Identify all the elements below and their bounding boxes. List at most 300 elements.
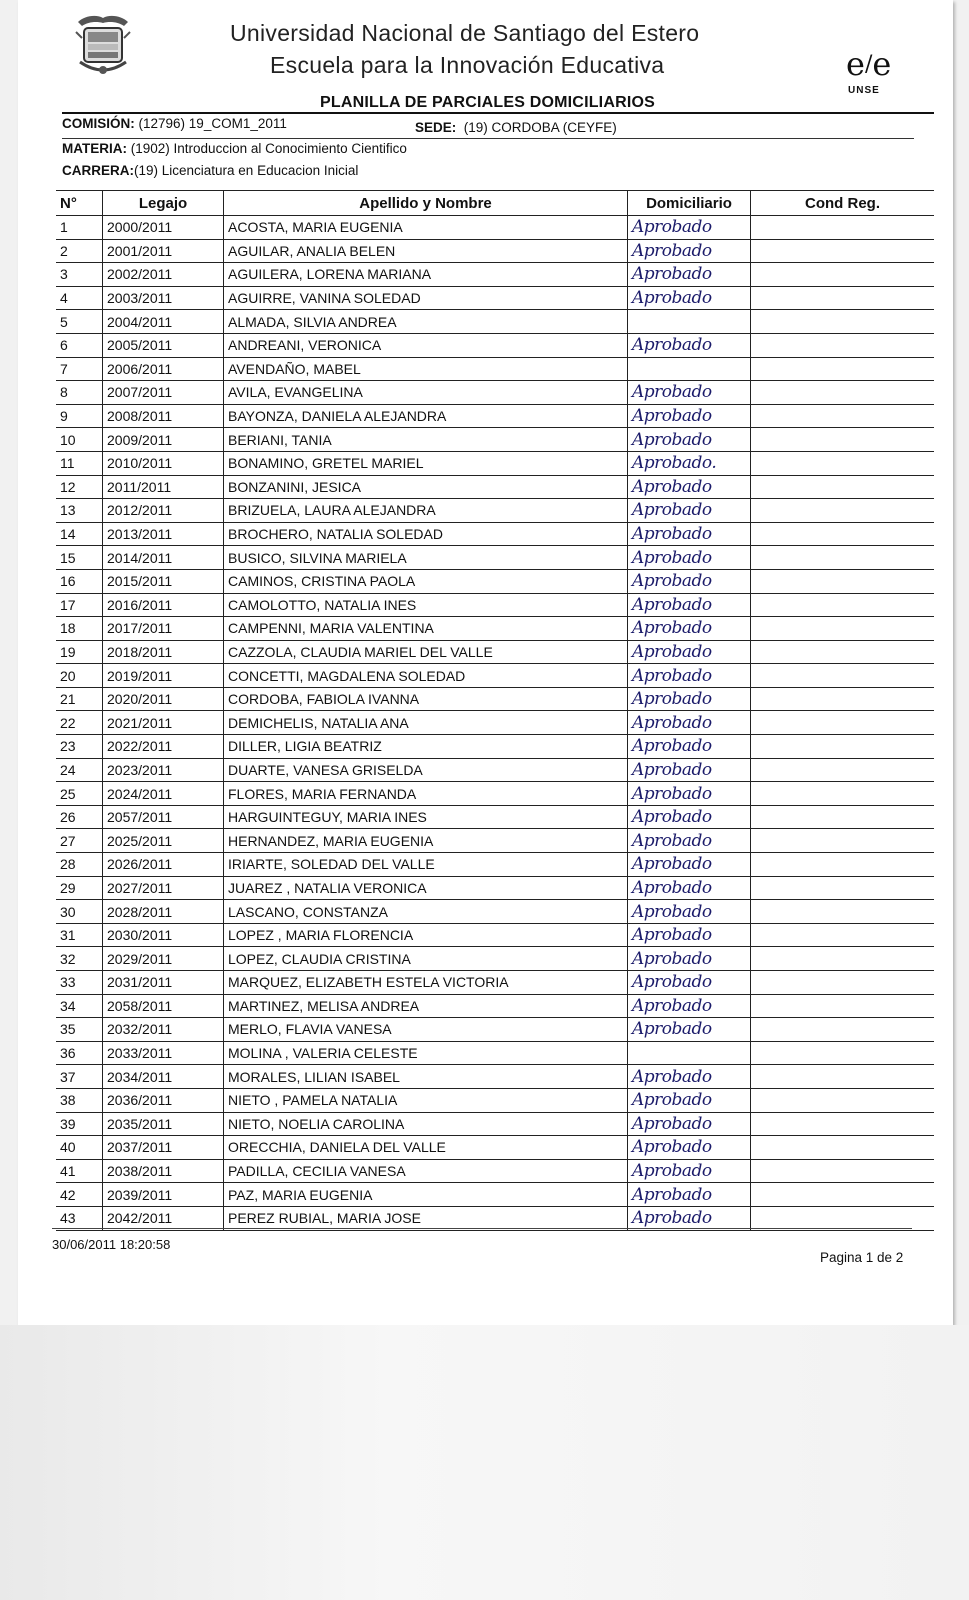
- row-number: 41: [56, 1159, 103, 1183]
- table-row: [56, 994, 934, 1018]
- row-domiciliario: [628, 1112, 751, 1136]
- row-nombre: AGUILAR, ANALIA BELEN: [224, 239, 628, 263]
- row-domiciliario: [628, 593, 751, 617]
- row-number: 1: [56, 216, 103, 240]
- handwritten-grade: Aprobado: [632, 736, 712, 757]
- row-domiciliario: [628, 263, 751, 287]
- carrera-line: [62, 163, 358, 178]
- table-row: [56, 900, 934, 924]
- handwritten-grade: Aprobado: [632, 807, 712, 828]
- row-domiciliario: [628, 404, 751, 428]
- row-number: 23: [56, 735, 103, 759]
- row-domiciliario: [628, 758, 751, 782]
- table-row: [56, 617, 934, 641]
- row-number: 27: [56, 829, 103, 853]
- handwritten-grade: Aprobado: [632, 854, 712, 875]
- row-cond-reg: [751, 404, 935, 428]
- row-number: 14: [56, 522, 103, 546]
- row-cond-reg: [751, 1183, 935, 1207]
- row-legajo: 2016/2011: [103, 593, 224, 617]
- row-number: 21: [56, 687, 103, 711]
- row-number: 32: [56, 947, 103, 971]
- row-nombre: FLORES, MARIA FERNANDA: [224, 782, 628, 806]
- row-nombre: BAYONZA, DANIELA ALEJANDRA: [224, 404, 628, 428]
- handwritten-grade: Aprobado: [632, 288, 712, 309]
- handwritten-grade: Aprobado: [632, 759, 712, 780]
- table-row: [56, 357, 934, 381]
- row-domiciliario: [628, 876, 751, 900]
- row-number: 39: [56, 1112, 103, 1136]
- materia-label: MATERIA:: [62, 141, 127, 156]
- row-nombre: BONAMINO, GRETEL MARIEL: [224, 451, 628, 475]
- row-number: 30: [56, 900, 103, 924]
- row-legajo: 2033/2011: [103, 1041, 224, 1065]
- footer-divider: [52, 1228, 912, 1229]
- row-nombre: CAZZOLA, CLAUDIA MARIEL DEL VALLE: [224, 640, 628, 664]
- table-row: [56, 711, 934, 735]
- table-row: [56, 404, 934, 428]
- row-cond-reg: [751, 1018, 935, 1042]
- row-cond-reg: [751, 947, 935, 971]
- table-row: [56, 947, 934, 971]
- row-nombre: NIETO , PAMELA NATALIA: [224, 1088, 628, 1112]
- row-domiciliario: [628, 333, 751, 357]
- title-divider: [62, 112, 934, 114]
- table-row: [56, 239, 934, 263]
- sede-value: (19) CORDOBA (CEYFE): [463, 120, 617, 135]
- row-nombre: ALMADA, SILVIA ANDREA: [224, 310, 628, 334]
- students-table: [56, 190, 934, 1231]
- handwritten-grade: Aprobado: [632, 783, 712, 804]
- row-number: 36: [56, 1041, 103, 1065]
- row-legajo: 2017/2011: [103, 617, 224, 641]
- row-nombre: PADILLA, CECILIA VANESA: [224, 1159, 628, 1183]
- comision-label: COMISIÓN:: [62, 116, 135, 131]
- row-number: 34: [56, 994, 103, 1018]
- row-number: 5: [56, 310, 103, 334]
- header-domiciliario: Domiciliario: [628, 191, 751, 216]
- materia-line: [62, 141, 407, 156]
- handwritten-grade: Aprobado: [632, 1113, 712, 1134]
- row-number: 29: [56, 876, 103, 900]
- table-row: [56, 1183, 934, 1207]
- table-row: [56, 1065, 934, 1089]
- row-nombre: MORALES, LILIAN ISABEL: [224, 1065, 628, 1089]
- row-cond-reg: [751, 1041, 935, 1065]
- row-legajo: 2010/2011: [103, 451, 224, 475]
- table-row: [56, 1112, 934, 1136]
- row-legajo: 2025/2011: [103, 829, 224, 853]
- row-domiciliario: [628, 475, 751, 499]
- table-row: [56, 664, 934, 688]
- table-row: [56, 286, 934, 310]
- row-legajo: 2015/2011: [103, 569, 224, 593]
- comision-line: [62, 116, 287, 131]
- row-nombre: LOPEZ , MARIA FLORENCIA: [224, 923, 628, 947]
- row-legajo: 2032/2011: [103, 1018, 224, 1042]
- row-legajo: 2024/2011: [103, 782, 224, 806]
- row-domiciliario: [628, 546, 751, 570]
- handwritten-grade: Aprobado: [632, 500, 712, 521]
- row-legajo: 2031/2011: [103, 971, 224, 995]
- header-legajo: Legajo: [103, 191, 224, 216]
- row-nombre: DEMICHELIS, NATALIA ANA: [224, 711, 628, 735]
- row-domiciliario: [628, 1206, 751, 1230]
- row-cond-reg: [751, 1112, 935, 1136]
- table-row: [56, 475, 934, 499]
- row-domiciliario: [628, 1088, 751, 1112]
- row-number: 2: [56, 239, 103, 263]
- row-domiciliario: [628, 310, 751, 334]
- row-nombre: BRIZUELA, LAURA ALEJANDRA: [224, 499, 628, 523]
- carrera-label: CARRERA:: [62, 163, 134, 178]
- table-row: [56, 1206, 934, 1230]
- row-number: 7: [56, 357, 103, 381]
- table-row: [56, 923, 934, 947]
- row-nombre: LASCANO, CONSTANZA: [224, 900, 628, 924]
- row-legajo: 2029/2011: [103, 947, 224, 971]
- university-name: Universidad Nacional de Santiago del Estero: [230, 20, 700, 46]
- table-row: [56, 829, 934, 853]
- handwritten-grade: Aprobado: [632, 524, 712, 545]
- handwritten-grade: Aprobado: [632, 972, 712, 993]
- table-row: [56, 522, 934, 546]
- row-number: 18: [56, 617, 103, 641]
- row-nombre: BROCHERO, NATALIA SOLEDAD: [224, 522, 628, 546]
- row-number: 16: [56, 569, 103, 593]
- row-domiciliario: [628, 428, 751, 452]
- sheet-title: PLANILLA DE PARCIALES DOMICILIARIOS: [320, 94, 655, 111]
- row-number: 11: [56, 451, 103, 475]
- row-number: 38: [56, 1088, 103, 1112]
- row-legajo: 2014/2011: [103, 546, 224, 570]
- header-cond-reg: Cond Reg.: [751, 191, 935, 216]
- row-nombre: JUAREZ , NATALIA VERONICA: [224, 876, 628, 900]
- row-domiciliario: [628, 805, 751, 829]
- table-row: [56, 569, 934, 593]
- row-cond-reg: [751, 499, 935, 523]
- row-legajo: 2008/2011: [103, 404, 224, 428]
- row-cond-reg: [751, 1088, 935, 1112]
- row-nombre: DILLER, LIGIA BEATRIZ: [224, 735, 628, 759]
- table-row: [56, 1041, 934, 1065]
- row-cond-reg: [751, 546, 935, 570]
- row-cond-reg: [751, 900, 935, 924]
- row-nombre: AVILA, EVANGELINA: [224, 381, 628, 405]
- row-legajo: 2012/2011: [103, 499, 224, 523]
- row-cond-reg: [751, 357, 935, 381]
- handwritten-grade: Aprobado: [632, 571, 712, 592]
- handwritten-grade: Aprobado: [632, 240, 712, 261]
- sede-label: SEDE:: [415, 120, 457, 135]
- row-legajo: 2020/2011: [103, 687, 224, 711]
- row-legajo: 2034/2011: [103, 1065, 224, 1089]
- table-row: [56, 1088, 934, 1112]
- row-domiciliario: [628, 1159, 751, 1183]
- university-crest-icon: [70, 12, 136, 82]
- row-legajo: 2038/2011: [103, 1159, 224, 1183]
- row-cond-reg: [751, 687, 935, 711]
- row-legajo: 2028/2011: [103, 900, 224, 924]
- row-legajo: 2037/2011: [103, 1136, 224, 1160]
- table-row: [56, 451, 934, 475]
- row-cond-reg: [751, 286, 935, 310]
- handwritten-grade: Aprobado: [632, 830, 712, 851]
- row-cond-reg: [751, 735, 935, 759]
- row-number: 33: [56, 971, 103, 995]
- handwritten-grade: Aprobado: [632, 264, 712, 285]
- handwritten-grade: Aprobado: [632, 1208, 712, 1229]
- row-cond-reg: [751, 853, 935, 877]
- row-cond-reg: [751, 310, 935, 334]
- row-number: 4: [56, 286, 103, 310]
- row-legajo: 2000/2011: [103, 216, 224, 240]
- table-row: [56, 1159, 934, 1183]
- table-row: [56, 499, 934, 523]
- row-number: 19: [56, 640, 103, 664]
- handwritten-grade: Aprobado: [632, 547, 712, 568]
- row-legajo: 2057/2011: [103, 805, 224, 829]
- row-legajo: 2006/2011: [103, 357, 224, 381]
- row-nombre: CONCETTI, MAGDALENA SOLEDAD: [224, 664, 628, 688]
- row-number: 35: [56, 1018, 103, 1042]
- row-cond-reg: [751, 522, 935, 546]
- row-cond-reg: [751, 333, 935, 357]
- row-cond-reg: [751, 782, 935, 806]
- handwritten-grade: Aprobado: [632, 594, 712, 615]
- row-cond-reg: [751, 829, 935, 853]
- row-nombre: HARGUINTEGUY, MARIA INES: [224, 805, 628, 829]
- table-row: [56, 593, 934, 617]
- table-row: [56, 687, 934, 711]
- row-nombre: CORDOBA, FABIOLA IVANNA: [224, 687, 628, 711]
- handwritten-grade: Aprobado: [632, 925, 712, 946]
- row-nombre: LOPEZ, CLAUDIA CRISTINA: [224, 947, 628, 971]
- table-row: [56, 971, 934, 995]
- row-nombre: HERNANDEZ, MARIA EUGENIA: [224, 829, 628, 853]
- handwritten-grade: Aprobado: [632, 689, 712, 710]
- row-domiciliario: [628, 782, 751, 806]
- row-cond-reg: [751, 994, 935, 1018]
- table-row: [56, 876, 934, 900]
- row-cond-reg: [751, 263, 935, 287]
- row-nombre: MARTINEZ, MELISA ANDREA: [224, 994, 628, 1018]
- table-row: [56, 758, 934, 782]
- handwritten-grade: Aprobado: [632, 901, 712, 922]
- row-number: 10: [56, 428, 103, 452]
- comision-value: (12796) 19_COM1_2011: [138, 116, 287, 131]
- handwritten-grade: Aprobado: [632, 1019, 712, 1040]
- table-row: [56, 782, 934, 806]
- row-nombre: BUSICO, SILVINA MARIELA: [224, 546, 628, 570]
- meta-divider-1: [62, 138, 914, 139]
- table-row: [56, 381, 934, 405]
- row-nombre: MOLINA , VALERIA CELESTE: [224, 1041, 628, 1065]
- row-cond-reg: [751, 1159, 935, 1183]
- row-domiciliario: [628, 994, 751, 1018]
- handwritten-grade: Aprobado: [632, 476, 712, 497]
- table-row: [56, 216, 934, 240]
- row-number: 31: [56, 923, 103, 947]
- header-nombre: Apellido y Nombre: [224, 191, 628, 216]
- row-domiciliario: [628, 900, 751, 924]
- handwritten-grade: Aprobado: [632, 712, 712, 733]
- row-legajo: 2058/2011: [103, 994, 224, 1018]
- row-nombre: AVENDAÑO, MABEL: [224, 357, 628, 381]
- row-nombre: PAZ, MARIA EUGENIA: [224, 1183, 628, 1207]
- row-domiciliario: [628, 617, 751, 641]
- handwritten-grade: Aprobado: [632, 1066, 712, 1087]
- row-legajo: 2039/2011: [103, 1183, 224, 1207]
- row-number: 28: [56, 853, 103, 877]
- row-domiciliario: [628, 1183, 751, 1207]
- row-domiciliario: [628, 923, 751, 947]
- row-nombre: MERLO, FLAVIA VANESA: [224, 1018, 628, 1042]
- handwritten-grade: Aprobado: [632, 995, 712, 1016]
- handwritten-grade: Aprobado: [632, 641, 712, 662]
- row-nombre: CAMPENNI, MARIA VALENTINA: [224, 617, 628, 641]
- row-domiciliario: [628, 711, 751, 735]
- row-domiciliario: [628, 1065, 751, 1089]
- table-row: [56, 1136, 934, 1160]
- row-domiciliario: [628, 451, 751, 475]
- unse-logo-text: UNSE: [848, 85, 880, 96]
- row-domiciliario: [628, 569, 751, 593]
- row-cond-reg: [751, 1065, 935, 1089]
- row-domiciliario: [628, 664, 751, 688]
- row-number: 13: [56, 499, 103, 523]
- row-domiciliario: [628, 640, 751, 664]
- row-legajo: 2022/2011: [103, 735, 224, 759]
- row-number: 25: [56, 782, 103, 806]
- row-domiciliario: [628, 1136, 751, 1160]
- row-legajo: 2018/2011: [103, 640, 224, 664]
- row-number: 24: [56, 758, 103, 782]
- table-row: [56, 1018, 934, 1042]
- row-number: 26: [56, 805, 103, 829]
- row-legajo: 2026/2011: [103, 853, 224, 877]
- handwritten-grade: Aprobado: [632, 1184, 712, 1205]
- handwritten-grade: Aprobado: [632, 1090, 712, 1111]
- handwritten-grade: Aprobado: [632, 382, 712, 403]
- row-cond-reg: [751, 711, 935, 735]
- row-number: 22: [56, 711, 103, 735]
- row-legajo: 2001/2011: [103, 239, 224, 263]
- row-cond-reg: [751, 971, 935, 995]
- row-domiciliario: [628, 853, 751, 877]
- row-cond-reg: [751, 640, 935, 664]
- scan-background: [0, 1325, 969, 1600]
- row-legajo: 2004/2011: [103, 310, 224, 334]
- row-cond-reg: [751, 428, 935, 452]
- row-number: 20: [56, 664, 103, 688]
- row-nombre: AGUILERA, LORENA MARIANA: [224, 263, 628, 287]
- row-domiciliario: [628, 1018, 751, 1042]
- row-legajo: 2030/2011: [103, 923, 224, 947]
- row-legajo: 2007/2011: [103, 381, 224, 405]
- row-domiciliario: [628, 829, 751, 853]
- sede-line: [415, 120, 617, 135]
- handwritten-grade: Aprobado: [632, 877, 712, 898]
- row-legajo: 2002/2011: [103, 263, 224, 287]
- table-row: [56, 805, 934, 829]
- row-domiciliario: [628, 1041, 751, 1065]
- row-cond-reg: [751, 569, 935, 593]
- handwritten-grade: Aprobado: [632, 406, 712, 427]
- row-number: 40: [56, 1136, 103, 1160]
- table-row: [56, 640, 934, 664]
- table-row: [56, 546, 934, 570]
- row-cond-reg: [751, 1206, 935, 1230]
- carrera-value: (19) Licenciatura en Educacion Inicial: [134, 163, 359, 178]
- row-cond-reg: [751, 923, 935, 947]
- row-cond-reg: [751, 216, 935, 240]
- row-cond-reg: [751, 593, 935, 617]
- handwritten-grade: Aprobado: [632, 948, 712, 969]
- row-nombre: CAMINOS, CRISTINA PAOLA: [224, 569, 628, 593]
- row-legajo: 2019/2011: [103, 664, 224, 688]
- table-row: [56, 428, 934, 452]
- row-legajo: 2023/2011: [103, 758, 224, 782]
- row-number: 9: [56, 404, 103, 428]
- table-row: [56, 310, 934, 334]
- row-cond-reg: [751, 664, 935, 688]
- row-cond-reg: [751, 876, 935, 900]
- row-legajo: 2003/2011: [103, 286, 224, 310]
- table-header-row: [56, 191, 934, 216]
- row-nombre: DUARTE, VANESA GRISELDA: [224, 758, 628, 782]
- row-nombre: ANDREANI, VERONICA: [224, 333, 628, 357]
- row-number: 6: [56, 333, 103, 357]
- row-legajo: 2009/2011: [103, 428, 224, 452]
- row-nombre: NIETO, NOELIA CAROLINA: [224, 1112, 628, 1136]
- row-cond-reg: [751, 381, 935, 405]
- row-legajo: 2036/2011: [103, 1088, 224, 1112]
- row-domiciliario: [628, 971, 751, 995]
- row-domiciliario: [628, 947, 751, 971]
- row-legajo: 2005/2011: [103, 333, 224, 357]
- row-domiciliario: [628, 687, 751, 711]
- handwritten-grade: Aprobado: [632, 335, 712, 356]
- row-legajo: 2035/2011: [103, 1112, 224, 1136]
- row-domiciliario: [628, 216, 751, 240]
- table-row: [56, 853, 934, 877]
- page-indicator: Pagina 1 de 2: [820, 1250, 904, 1265]
- row-nombre: ACOSTA, MARIA EUGENIA: [224, 216, 628, 240]
- row-legajo: 2013/2011: [103, 522, 224, 546]
- table-row: [56, 735, 934, 759]
- handwritten-grade: Aprobado.: [632, 453, 717, 474]
- ee-logo-icon: e/e: [846, 45, 892, 83]
- row-nombre: MARQUEZ, ELIZABETH ESTELA VICTORIA: [224, 971, 628, 995]
- row-cond-reg: [751, 475, 935, 499]
- row-domiciliario: [628, 735, 751, 759]
- school-name: Escuela para la Innovación Educativa: [270, 52, 665, 78]
- row-cond-reg: [751, 239, 935, 263]
- row-nombre: AGUIRRE, VANINA SOLEDAD: [224, 286, 628, 310]
- row-legajo: 2021/2011: [103, 711, 224, 735]
- print-timestamp: 30/06/2011 18:20:58: [52, 1237, 171, 1252]
- handwritten-grade: Aprobado: [632, 665, 712, 686]
- row-domiciliario: [628, 357, 751, 381]
- table-row: [56, 333, 934, 357]
- row-nombre: BONZANINI, JESICA: [224, 475, 628, 499]
- handwritten-grade: Aprobado: [632, 618, 712, 639]
- row-number: 43: [56, 1206, 103, 1230]
- row-cond-reg: [751, 617, 935, 641]
- row-number: 15: [56, 546, 103, 570]
- row-legajo: 2042/2011: [103, 1206, 224, 1230]
